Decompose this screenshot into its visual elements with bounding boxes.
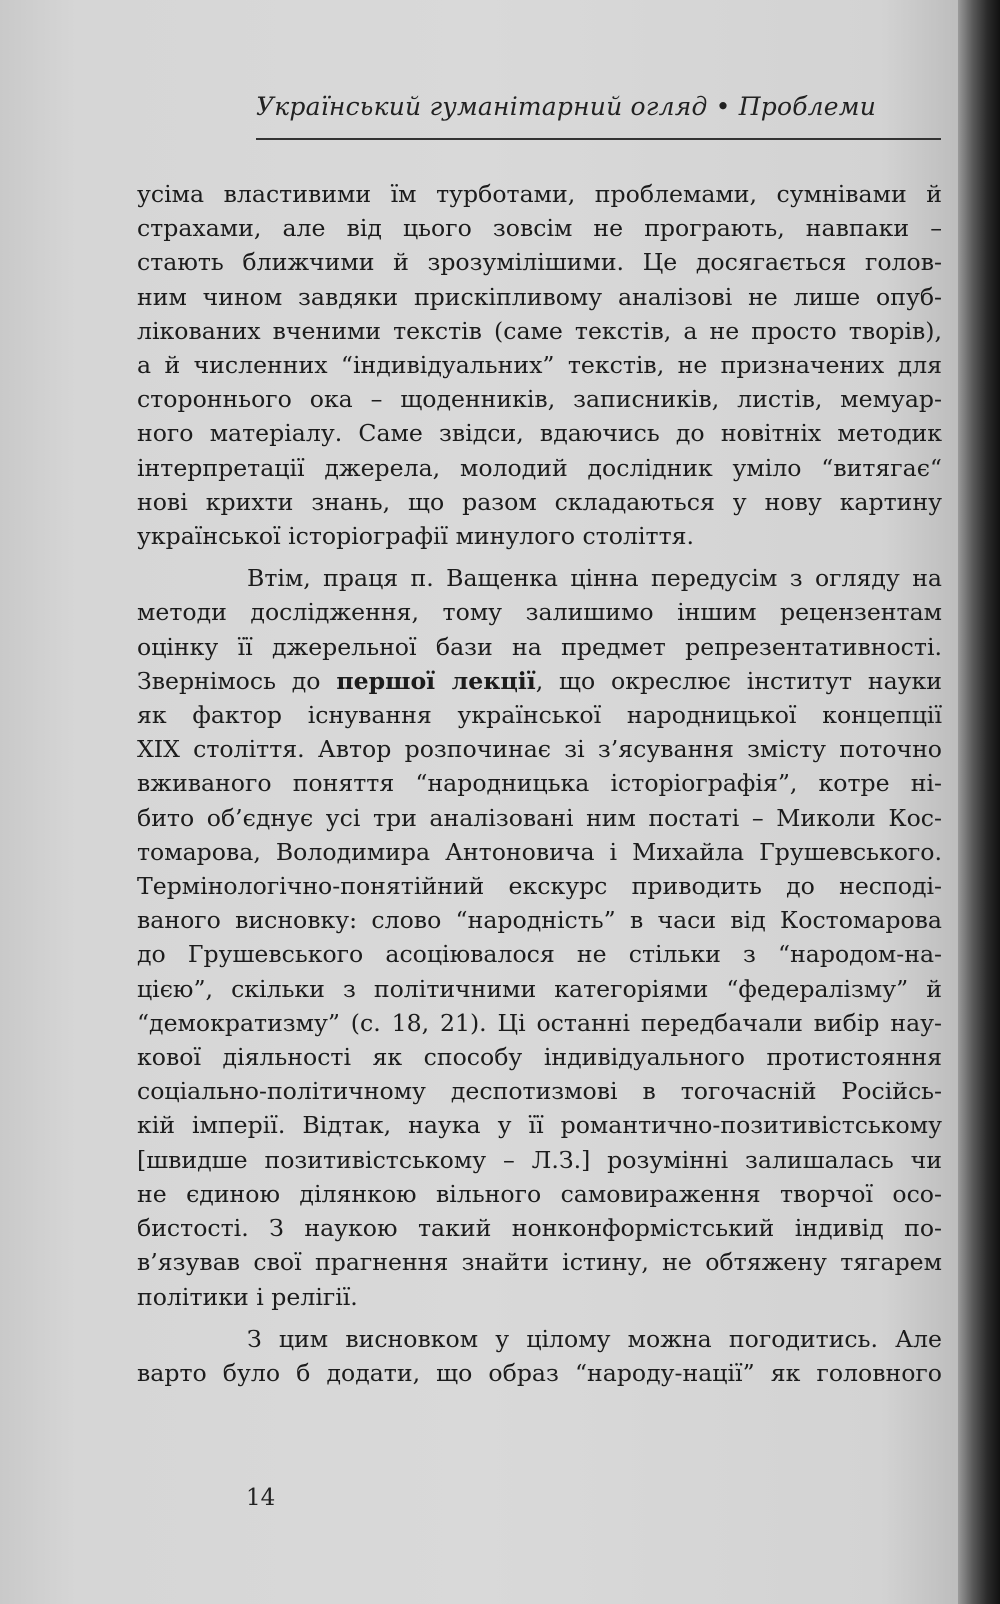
text-line bbox=[137, 664, 942, 698]
text-line: [швидше позитивістському – Л.З.] розумінні залишалась чи bbox=[137, 1145, 942, 1174]
header-rule bbox=[256, 138, 941, 140]
text-line: бистості. З наукою такий нонконформістський індивід по- bbox=[137, 1214, 942, 1243]
text-line: цією”, скільки з політичними категоріями “федералізму” й bbox=[137, 974, 942, 1003]
text-line: бито об’єднує усі три аналізовані ним постаті – Миколи Кос- bbox=[137, 803, 942, 832]
text-line: XIX століття. Автор розпочинає зі з’ясування змісту поточно bbox=[137, 735, 942, 764]
text-line bbox=[137, 1322, 942, 1356]
text-line: соціально-політичному деспотизмові в тогочасній Російсь- bbox=[137, 1077, 942, 1106]
book-spine-shadow bbox=[958, 0, 1000, 1604]
text-line: методи дослідження, тому залишимо іншим рецензентам bbox=[137, 598, 942, 627]
text-line: стають ближчими й зрозумілішими. Це досягається голов- bbox=[137, 248, 942, 277]
text-line: нові крихти знань, що разом складаються у нову картину bbox=[137, 487, 942, 516]
text-line: вживаного поняття “народницька історіографія”, котре ні- bbox=[137, 769, 942, 798]
text-line: політики і релігії. bbox=[137, 1282, 358, 1311]
text-span: , що окреслює інститут науки bbox=[535, 666, 942, 695]
body-text bbox=[137, 177, 942, 1398]
text-line: лікованих вченими текстів (саме текстів, а не просто творів), bbox=[137, 316, 942, 345]
text-line: ним чином завдяки прискіпливому аналізові не лише опуб- bbox=[137, 282, 942, 311]
text-line: інтерпретації джерела, молодий дослідник уміло “витягає“ bbox=[137, 453, 942, 482]
text-line: ваного висновку: слово “народність” в часи від Костомарова bbox=[137, 906, 942, 935]
text-line: до Грушевського асоціювалося не стільки з “народом-на- bbox=[137, 940, 942, 969]
text-line: кової діяльності як способу індивідуального протистояння bbox=[137, 1043, 942, 1072]
text-line: томарова, Володимира Антоновича і Михайла Грушевського. bbox=[137, 837, 942, 866]
text-line: “демократизму” (с. 18, 21). Ці останні передбачали вибір нау- bbox=[137, 1008, 942, 1037]
running-header: Український гуманітарний огляд • Проблеми bbox=[256, 92, 877, 121]
text-line: ного матеріалу. Саме звідси, вдаючись до новітніх методик bbox=[137, 419, 942, 448]
bold-phrase: першої лекції bbox=[336, 666, 536, 695]
paragraph-3 bbox=[137, 1322, 942, 1390]
text-line bbox=[137, 561, 942, 595]
text-line: кій імперії. Відтак, наука у її романтично-позитивістському bbox=[137, 1111, 942, 1140]
text-span: Втім, праця п. Ващенка цінна передусім з огляду на bbox=[247, 564, 942, 593]
text-line: Термінологічно-понятійний екскурс приводить до несподі- bbox=[137, 872, 942, 901]
paragraph-1 bbox=[137, 177, 942, 553]
paragraph-2 bbox=[137, 561, 942, 1313]
text-line: усіма властивими їм турботами, проблемами, сумнівами й bbox=[137, 180, 942, 208]
text-line: варто було б додати, що образ “народу-нації” як головного bbox=[137, 1358, 942, 1387]
text-span: З цим висновком у цілому можна погодитись. Але bbox=[247, 1324, 942, 1353]
text-line: в’язував свої прагнення знайти істину, не обтяжену тягарем bbox=[137, 1248, 942, 1277]
text-span: Звернімось до bbox=[137, 666, 337, 695]
text-line: а й численних “індивідуальних” текстів, не призначених для bbox=[137, 351, 942, 380]
text-line: не єдиною ділянкою вільного самовираження творчої осо- bbox=[137, 1179, 942, 1208]
text-line: оцінку її джерельної бази на предмет репрезентативності. bbox=[137, 632, 942, 661]
page-number: 14 bbox=[246, 1485, 276, 1511]
text-line: української історіографії минулого століття. bbox=[137, 522, 695, 551]
text-line: як фактор існування української народницької концепції bbox=[137, 701, 942, 730]
text-line: страхами, але від цього зовсім не програють, навпаки – bbox=[137, 214, 942, 243]
text-line: стороннього ока – щоденників, записників, листів, мемуар- bbox=[137, 385, 942, 414]
